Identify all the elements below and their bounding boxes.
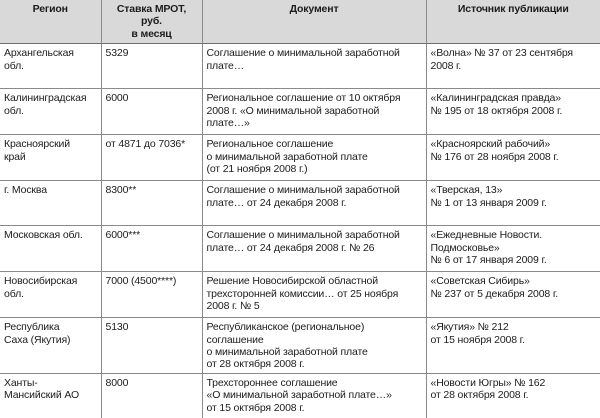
cell-rate: 8000	[101, 373, 202, 418]
table-row	[0, 318, 600, 374]
header-region: Регион	[0, 0, 101, 44]
cell-region: Новосибирская обл.	[0, 272, 101, 318]
cell-region: Калининградская обл.	[0, 89, 101, 135]
header-document: Документ	[202, 0, 426, 44]
cell-document: Соглашение о минимальной заработной плате… от 24 декабря 2008 г. № 26	[202, 226, 426, 272]
cell-rate: 5130	[101, 318, 202, 374]
cell-source: «Якутия» № 212 от 15 ноября 2008 г.	[426, 318, 600, 374]
cell-source: «Волна» № 37 от 23 сентября 2008 г.	[426, 44, 600, 89]
cell-region: Ханты- Мансийский АО	[4, 376, 79, 402]
cell-document: Решение Новосибирской областной трехсторонней комиссии… от 25 ноября 2008 г. № 5	[202, 272, 426, 318]
table-row	[0, 89, 600, 135]
cell-rate: 8300**	[101, 181, 202, 226]
cell-region: Республика Саха (Якутия)	[0, 318, 101, 374]
header-row	[0, 0, 600, 44]
cell-source: «Тверская, 13» № 1 от 13 января 2009 г.	[426, 181, 600, 226]
cell-source: «Ежедневные Новости. Подмосковье» № 6 от 17 января 2009 г.	[426, 226, 600, 272]
table-row	[0, 373, 600, 418]
table-row	[0, 272, 600, 318]
cell-rate: 6000***	[101, 226, 202, 272]
cell-source: «Советская Сибирь» № 237 от 5 декабря 2008 г.	[426, 272, 600, 318]
cell-rate: 6000	[101, 89, 202, 135]
cell-region: г. Москва	[0, 181, 101, 226]
cell-rate: от 4871 до 7036*	[101, 135, 202, 181]
table-row	[0, 226, 600, 272]
table-row	[0, 135, 600, 181]
cell-document: Соглашение о минимальной заработной плате…	[202, 44, 426, 89]
cell-rate: 7000 (4500****)	[101, 272, 202, 318]
cell-region: Московская обл.	[0, 226, 101, 272]
cell-source: «Новости Югры» № 162 от 28 октября 2008 г.	[426, 373, 600, 418]
cell-document: Соглашение о минимальной заработной плате… от 24 декабря 2008 г.	[202, 181, 426, 226]
cell-document: Республиканское (региональное) соглашение о минимальной заработной плате от 28 октября 2008 г.	[202, 318, 426, 374]
cell-document: Региональное соглашение от 10 октября 2008 г. «О минимальной заработной плате…»	[202, 89, 426, 135]
cell-rate: 5329	[101, 44, 202, 89]
header-source: Источник публикации	[426, 0, 600, 44]
cell-document: Трехстороннее соглашение «О минимальной заработной плате…» от 15 октября 2008 г.	[202, 373, 426, 418]
table-body	[0, 44, 600, 418]
table-header	[0, 0, 600, 44]
header-rate: Ставка МРОТ, руб. в месяц	[101, 0, 202, 44]
cell-source: «Красноярский рабочий» № 176 от 28 ноября 2008 г.	[426, 135, 600, 181]
cell-region: Архангельская обл.	[0, 44, 101, 89]
table-row	[0, 181, 600, 226]
cell-document: Региональное соглашение о минимальной заработной плате (от 21 ноября 2008 г.)	[202, 135, 426, 181]
cell-region: Красноярский край	[0, 135, 101, 181]
table-row	[0, 44, 600, 89]
cell-source: «Калининградская правда» № 195 от 18 октября 2008 г.	[426, 89, 600, 135]
